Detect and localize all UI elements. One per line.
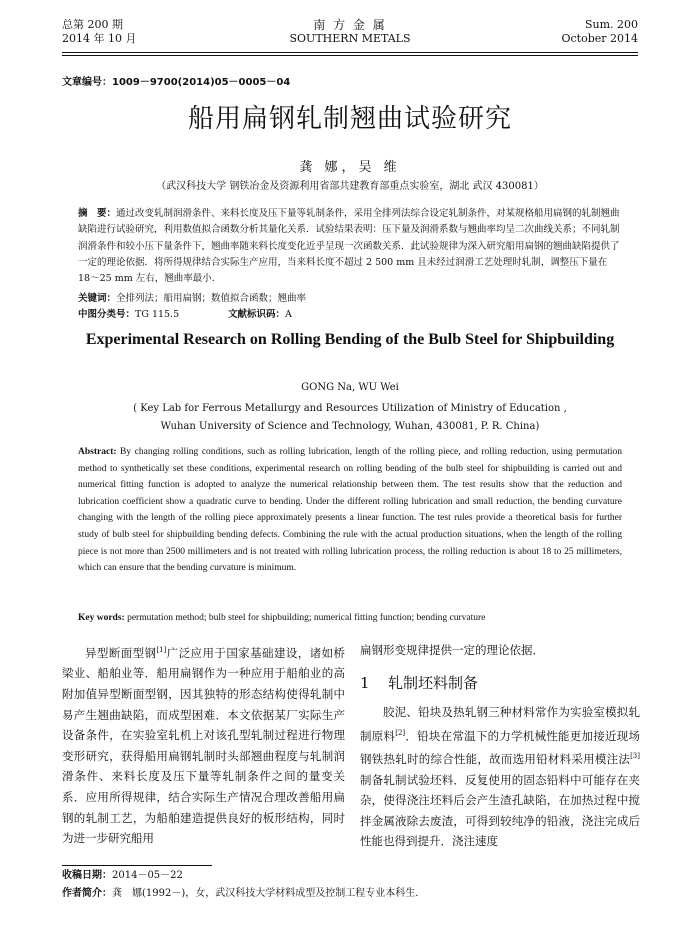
abstract-en-text: By changing rolling conditions, such as rolling lubrication, length of the rolling piece, and rolling reduction, using permutation method to synthetically set these conditions, experimental research on rolling bending of the bulb steel for shipbuilding is carried out and numerical fitting function is adopted to analyze the numerical relationship between them. The test results show that the reduction and lubrication coefficient show a quadratic curve to bending. Under the different rolling lubrication and small reduction, the bending curvature changing with the length of the rolling piece approximately presents a linear function. The test rules provide a theoretical basis for further study of bulb steel for shipbuilding bending defects. Combining the rule with the actual production situations, when the length of the rolling piece is not more than 2500 millimeters and is not treated with rolling lubrication process, the rolling reduction is about 18 to 25 millimeters, which can ensure that the bending curvature is minimum. [78,447,622,574]
author-info: 龚 娜(1992－)，女，武汉科技大学材料成型及控制工程专业本科生． [112,888,426,899]
affiliation-en-line2: Wuhan University of Science and Technology, Wuhan, 430081, P. R. China) [160,421,540,432]
citation-1[interactable]: [1] [156,646,167,654]
issue-date-en: October 2014 [561,32,638,45]
doc-value: A [285,309,292,320]
citation-2[interactable]: [2] [395,728,406,737]
class-value: TG 115.5 [135,309,180,320]
footnote-author [62,887,638,901]
abstract-cn [78,206,622,287]
issue-info-en [561,18,638,46]
issue-number: 总第 200 期 [62,18,123,31]
doc-label: 文献标识码： [228,309,286,320]
abstract-cn-label: 摘 要： [78,208,117,219]
section-1-text-b: ．铅块在常温下的力学机械性能更加接近现场钢铁热轧时的综合性能，故而选用铅材料采用模注法 [360,728,641,767]
intro-text-a: 异型断面型钢 [85,645,157,660]
citation-3[interactable]: [3] [630,752,640,761]
body-column-right [360,640,640,852]
keywords-cn [78,291,622,307]
affiliation-en-line1: ( Key Lab for Ferrous Metallurgy and Resources Utilization of Ministry of Education , [133,403,567,414]
journal-name-en: SOUTHERN METALS [289,32,411,45]
title-en: Experimental Research on Rolling Bending of the Bulb Steel for Shipbuilding [85,331,615,348]
keywords-en-label: Key words: [78,613,125,623]
footnote-received [62,869,638,883]
abstract-en-label: Abstract: [78,447,117,457]
received-date: 2014－05－22 [112,870,183,881]
section-1-number: 1 [360,673,370,692]
section-1-heading [360,673,640,694]
footnote-rule [62,865,212,866]
header-rule-bottom [62,55,638,56]
abstract-en [78,444,622,577]
authors-cn: 龚 娜，吴 维 [299,160,401,175]
received-label: 收稿日期： [62,870,112,881]
page-title: 船用扁钢轧制翘曲试验研究 [187,104,512,134]
abstract-cn-text: 通过改变轧制润滑条件、来料长度及压下量等轧制条件，采用全排列法综合设定轧制条件，对某规格船用扁钢的轧制翘曲缺陷进行试验研究，利用数值拟合函数分析其量化关系．试验结果表明：压下量及润滑系数与翘曲率均呈二次曲线关系；不同轧制润滑条件和较小压下量条件下，翘曲率随来料长度变化近乎呈现一次函数关系．此试验规律为深入研究船用扁钢的翘曲缺陷提供了一定的理论依据．将所得规律结合实际生产应用，当来料长度不超过 2 500 mm 且未经过润滑工艺处理时轧制，调整压下量在 18～25 mm 左右，翘曲率最小． [78,208,620,285]
keywords-en [78,610,622,626]
intro-continuation: 扁钢形变规律提供一定的理论依据． [360,643,544,657]
sum-number: Sum. 200 [584,18,638,31]
section-1-paragraph [360,702,640,852]
body-column-left [62,640,345,849]
keywords-cn-text: 全排列法；船用扁钢；数值拟合函数；翘曲率 [116,293,307,304]
section-1-title: 轧制坯料制备 [388,673,479,692]
intro-text-b: 广泛应用于国家基础建设，诸如桥梁业、船舶业等．船用扁钢作为一种应用于船舶业的高附加值异型断面型钢，因其独特的形态结构使得轧制中易产生翘曲缺陷，而成型困难．本文依据某厂实际生产设备条件，在实验室轧机上对该孔型轧制过程进行物理变形研究，获得船用扁钢轧制时头部翘曲程度与轧制润滑条件、来料长度及压下量等轧制条件之间的量变关系．应用所得规律，结合实际生产情况合理改善船用扁钢的轧制工艺，为船舶建造提供良好的板形结构，同时为进一步研究船用 [62,645,346,846]
classification [78,307,622,323]
issue-date: 2014 年 10 月 [62,32,137,45]
affiliation-cn: （武汉科技大学 钢铁冶金及资源利用省部共建教育部重点实验室，湖北 武汉 430081） [156,181,544,192]
section-1-text-c: 制备轧制试验坯料．反复使用的固态铅料中可能存在夹杂，使得浇注坯料后会产生渣孔缺陷，在加热过程中搅拌金属液除去废渣，可得到较纯净的铅液，浇注完成后性能也得到提升．浇注速度 [360,772,640,849]
keywords-cn-label: 关键词： [78,293,117,304]
journal-name [62,18,638,46]
affiliation-en [62,400,638,436]
header-rule-top [62,52,638,53]
keywords-en-text: permutation method; bulb steel for shipbuilding; numerical fitting function; bending curvature [124,613,486,623]
article-number: 文章编号：1009－9700(2014)05－0005－04 [62,77,291,88]
section-1-text-a: 胶泥、铅块及热轧钢三种材料常作为实验室模拟轧制原料 [360,705,640,743]
class-label: 中图分类号： [78,309,136,320]
intro-paragraph [62,640,345,849]
authors-en: GONG Na, WU Wei [301,382,399,393]
doc-code [228,307,292,323]
journal-name-cn: 南 方 金 属 [313,18,387,32]
running-header [62,18,638,50]
author-info-label: 作者简介： [62,888,112,899]
